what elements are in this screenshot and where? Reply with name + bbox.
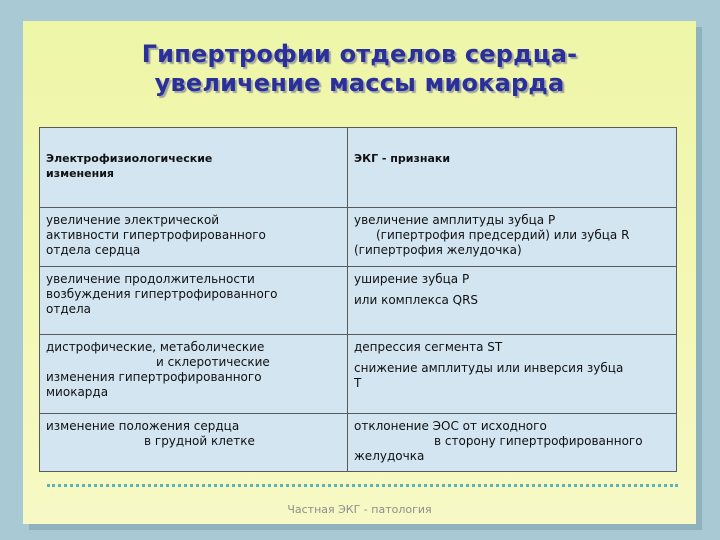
cell-line: изменение положения сердца	[46, 419, 240, 433]
ecg-hypertrophy-table	[39, 127, 677, 472]
cell-line: увеличение электрической	[46, 213, 220, 227]
table-row	[40, 267, 677, 335]
table-cell-change	[40, 414, 348, 472]
header-changes-line-2: изменения	[46, 167, 114, 180]
table-cell-change	[40, 267, 348, 335]
cell-line: Т	[354, 376, 362, 390]
table-cell-change	[40, 208, 348, 267]
table-cell-change	[40, 335, 348, 414]
cell-line: активности гипертрофированного	[46, 228, 266, 242]
table-header-row	[40, 128, 677, 208]
cell-line: уширение зубца Р	[354, 272, 470, 286]
cell-line: миокарда	[46, 385, 109, 399]
slide-title-line-2: увеличение массы миокарда	[154, 69, 565, 97]
header-changes-line-1: Электрофизиологические	[46, 152, 213, 165]
header-cell-changes	[40, 128, 348, 208]
cell-line: снижение амплитуды или инверсия зубца	[354, 361, 624, 375]
cell-line: отдела	[46, 302, 92, 316]
slide	[23, 21, 696, 524]
cell-line: отдела сердца	[46, 243, 141, 257]
cell-line: (гипертрофия предсердий) или зубца R	[376, 228, 630, 242]
table-cell-ecg	[348, 335, 677, 414]
slide-title	[23, 40, 696, 98]
cell-line: желудочка	[354, 449, 425, 463]
table-row	[40, 208, 677, 267]
cell-line: отклонение ЭОС от исходного	[354, 419, 547, 433]
table-cell-ecg	[348, 414, 677, 472]
cell-line: увеличение продолжительности	[46, 272, 255, 286]
cell-line: (гипертрофия желудочка)	[354, 243, 522, 257]
cell-line: увеличение амплитуды зубца Р	[354, 213, 556, 227]
header-cell-ecg: ЭКГ - признаки	[348, 128, 677, 208]
slide-title-line-1: Гипертрофии отделов сердца-	[141, 40, 578, 68]
cell-line: в грудной клетке	[144, 434, 255, 448]
cell-line: изменения гипертрофированного	[46, 370, 262, 384]
footer-divider	[47, 484, 678, 487]
cell-line: дистрофические, метаболические	[46, 340, 265, 354]
cell-line: в сторону гипертрофированного	[434, 434, 643, 448]
cell-line: или комплекса QRS	[354, 293, 479, 307]
table-cell-ecg	[348, 267, 677, 335]
cell-line: депрессия сегмента ST	[354, 340, 503, 354]
cell-line: и склеротические	[156, 355, 270, 369]
table-cell-ecg	[348, 208, 677, 267]
footer-text: Частная ЭКГ - патология	[287, 503, 432, 516]
cell-line: возбуждения гипертрофированного	[46, 287, 278, 301]
table-row	[40, 414, 677, 472]
table-row	[40, 335, 677, 414]
